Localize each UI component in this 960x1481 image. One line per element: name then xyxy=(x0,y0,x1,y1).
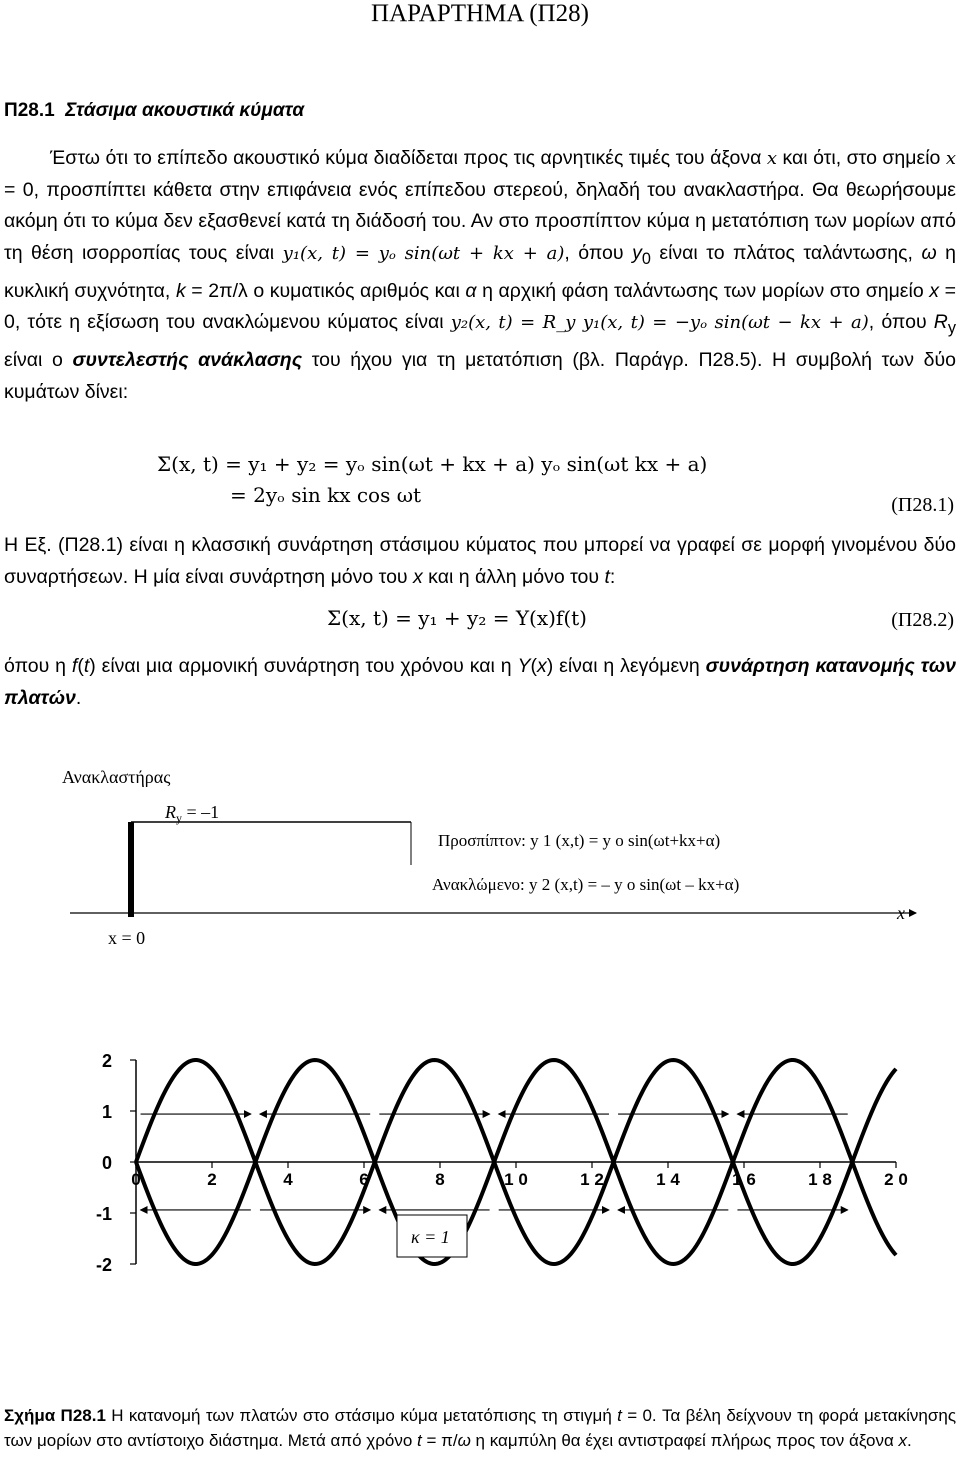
propagation-axis-label: x xyxy=(897,903,905,923)
paragraph-2 xyxy=(4,530,956,593)
reflected-wave-label: Ανακλώμενο: y 2 (x,t) = – y o sin(ωt – kx+α) xyxy=(432,875,740,894)
y-tick-label: 0 xyxy=(101,1153,112,1173)
p3-var-Y: Y xyxy=(517,655,531,677)
p1-sub-0: 0 xyxy=(641,250,651,268)
caption-var-omega: ω xyxy=(457,1431,471,1450)
p2-text-2: και η άλλη μόνο του xyxy=(422,565,605,588)
p1-text-7: = 2π/λ ο κυματικός αριθμός και xyxy=(185,279,466,302)
p1-var-x: x xyxy=(929,279,940,302)
paragraph-1 xyxy=(4,143,956,408)
amplitude-plot xyxy=(96,1051,908,1275)
section-heading xyxy=(4,100,304,122)
incident-wave-label: Προσπίπτον: y 1 (x,t) = y o sin(ωt+kx+α) xyxy=(438,831,721,850)
x-tick-label: 6 xyxy=(359,1170,369,1189)
reflector-label: Ανακλαστήρας xyxy=(62,767,171,787)
x-tick-label: 1 2 xyxy=(580,1170,604,1189)
page-title: ΠΑΡΑΡΤΗΜΑ (Π28) xyxy=(371,0,589,27)
p1-text-11: είναι ο xyxy=(4,349,73,371)
p1-text-12: του ήχου για τη μετατόπιση (βλ. Παράγρ. Π28.5). Η συμβολή των δύο κυμάτων δίνει: xyxy=(4,349,956,403)
kappa-label: κ = 1 xyxy=(411,1227,450,1247)
p3-term-amplitude-distribution: συνάρτηση κατανομής των πλατών xyxy=(4,655,956,709)
section-title: Στάσιμα ακουστικά κύματα xyxy=(65,100,305,121)
p1-text-3: = 0, προσπίπτει κάθετα στην επιφάνεια ενός επίπεδου στερεού, δηλαδή του ανακλαστήρα. Θα θεωρήσουμε ακόμη ότι το κύμα δεν εξασθενεί κατά τη διάδοσή του. Αν στο προσπίπτον κύμα η μετατόπιση των μορίων από τη θέση ισορροπίας τους είναι xyxy=(4,178,956,265)
p1-text-10: , όπου xyxy=(868,311,934,334)
p3-var-f: f xyxy=(71,655,78,677)
y-tick-label: 2 xyxy=(101,1051,112,1071)
p1-text-8: η αρχική φάση ταλάντωσης των μορίων στο σημείο xyxy=(476,279,930,302)
x-tick-label: 2 0 xyxy=(884,1170,908,1189)
caption-label: Σχήμα Π28.1 xyxy=(4,1406,106,1425)
x-tick-label: 1 4 xyxy=(656,1170,680,1189)
p1-text-1: Έστω ότι το επίπεδο ακουστικό κύμα διαδίδεται προς τις αρνητικές τιμές του άξονα xyxy=(50,147,767,169)
caption-text-4: η καμπύλη θα έχει αντιστραφεί πλήρως προς τον άξονα xyxy=(470,1431,899,1450)
equation-p28-1-label: (Π28.1) xyxy=(891,494,954,516)
caption-var-x: x xyxy=(898,1431,908,1450)
p1-text-4: , όπου xyxy=(564,242,633,265)
x-tick-label: 4 xyxy=(283,1170,293,1189)
x-tick-label: 1 6 xyxy=(732,1170,756,1189)
x-tick-label: 1 0 xyxy=(504,1170,528,1189)
p1-sub-y: y xyxy=(947,319,956,338)
reflection-coefficient-label: $R_y = -1$ xyxy=(165,802,220,825)
p1-equation-incident: y₁(x, t) = yₒ sin(ωt + kx + a) xyxy=(282,243,565,265)
p2-text-3: : xyxy=(609,565,616,588)
p3-text-2: είναι μια αρμονική συνάρτηση του χρόνου και η xyxy=(95,655,518,677)
y-tick-label: 1 xyxy=(101,1102,112,1122)
equation-p28-2: Σ(x, t) = y₁ + y₂ = Y(x)f(t) xyxy=(327,606,587,630)
p3-text-3: είναι η λεγόμενη xyxy=(553,655,706,677)
p3-var-x: x xyxy=(537,655,547,677)
p1-text-2: και ότι, στο σημείο xyxy=(777,147,946,169)
equation-p28-1-line-1: Σ(x, t) = y₁ + y₂ = yₒ sin(ωt + kx + a) yₒ sin(ωt kx + a) xyxy=(157,452,708,476)
p2-var-x: x xyxy=(413,565,423,588)
caption-var-t: t xyxy=(617,1406,622,1425)
p1-var-x: x xyxy=(945,148,956,169)
equation-p28-1-line-2: = 2yₒ sin kx cos ωt xyxy=(230,483,422,507)
figure-standing-wave xyxy=(0,760,960,1400)
x-tick-label: 8 xyxy=(435,1170,445,1189)
caption-text-1: Η κατανομή των πλατών στο στάσιμο κύμα μετατόπισης τη στιγμή xyxy=(105,1406,618,1425)
x-tick-label: 1 8 xyxy=(808,1170,832,1189)
caption-text-3: = π/ xyxy=(421,1431,458,1450)
y-tick-label: -1 xyxy=(95,1204,112,1224)
p1-var-alpha: α xyxy=(465,279,477,302)
caption-text-2: = 0. Τα βέλη δείχνουν τη φορά μετακίνησης των μορίων στο αντίστοιχο διάστημα. Μετά από χρόνο xyxy=(4,1406,957,1450)
p3-var-t: t xyxy=(83,655,90,677)
x-tick-label: 0 xyxy=(131,1170,141,1189)
caption-var-t: t xyxy=(417,1431,422,1450)
p1-var-x: x xyxy=(766,148,778,169)
p1-var-k: k xyxy=(175,279,186,302)
p1-var-y: y xyxy=(632,242,642,265)
caption-text-5: . xyxy=(907,1431,912,1450)
p2-var-t: t xyxy=(604,565,610,588)
p1-var-omega: ω xyxy=(921,242,937,265)
p1-text-5: είναι το πλάτος ταλάντωσης, xyxy=(650,242,922,265)
p2-text-1: Η Εξ. (Π28.1) είναι η κλασσική συνάρτηση στάσιμου κύματος που μπορεί να γραφεί σε μορφή γινομένου δύο συναρτήσεων. Η μία είναι συνάρτηση μόνο του xyxy=(4,534,956,588)
paragraph-3: όπου η f(t) είναι μια αρμονική συνάρτηση του χρόνου και η Y(x) είναι η λεγόμενη συνάρτηση κατανομής των πλατών. xyxy=(4,655,956,709)
p1-equation-reflected: y₂(x, t) = R_y y₁(x, t) = −yₒ sin(ωt − kx + a) xyxy=(450,312,869,334)
x-tick-label: 2 xyxy=(207,1170,217,1189)
p1-var-R: R xyxy=(933,311,948,334)
p3-text-1: όπου η xyxy=(4,655,72,677)
p1-term-reflection-coefficient: συντελεστής ανάκλασης xyxy=(72,349,303,371)
equation-p28-2-label: (Π28.2) xyxy=(891,609,954,631)
section-number: Π28.1 xyxy=(4,100,55,121)
figure-caption xyxy=(4,1403,956,1453)
p3-text-4: . xyxy=(75,686,82,709)
p1-text-6: η κυκλική συχνότητα, xyxy=(4,242,956,302)
origin-label: x = 0 xyxy=(108,928,146,948)
y-tick-label: -2 xyxy=(95,1255,112,1275)
p1-text-9: = 0, τότε η εξίσωση του ανακλώμενου κύματος είναι xyxy=(4,279,957,334)
